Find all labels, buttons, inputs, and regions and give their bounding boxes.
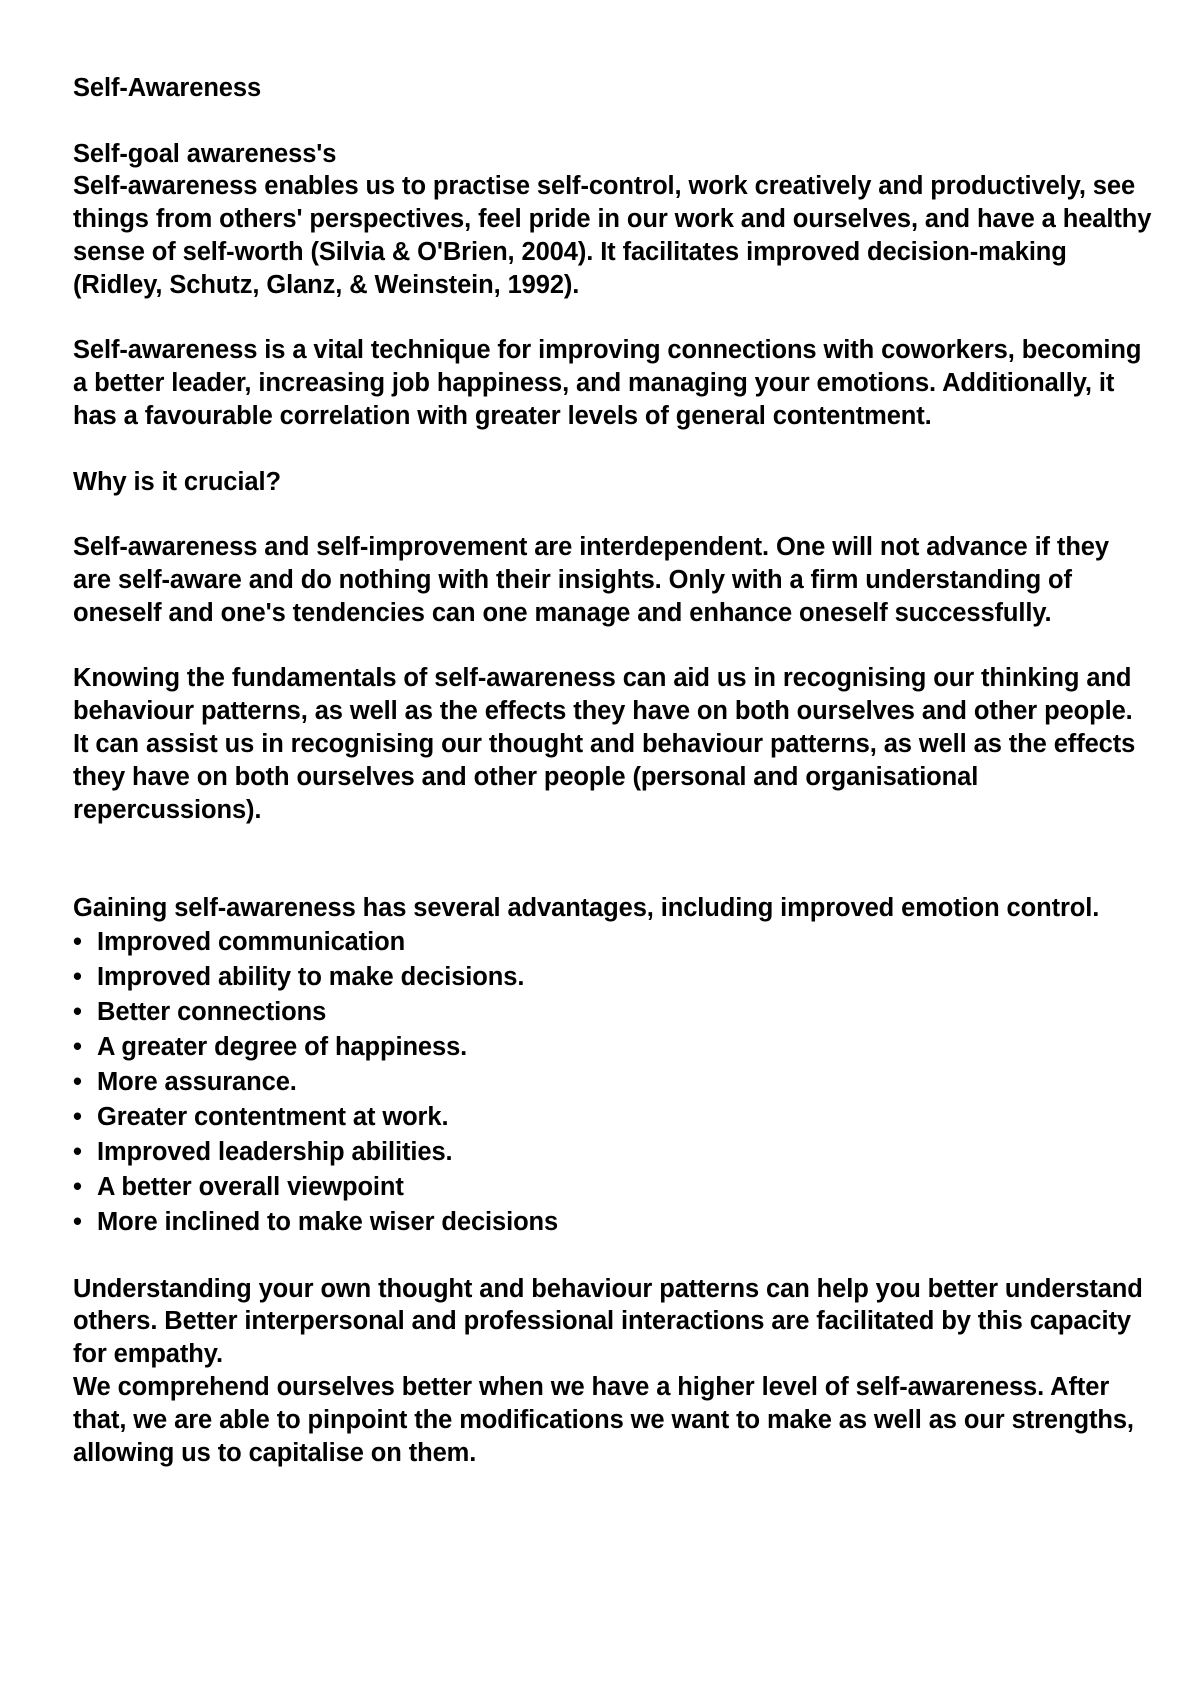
- bullet-icon: •: [73, 962, 82, 991]
- list-item: [73, 995, 1153, 1030]
- bullet-icon: •: [73, 1102, 82, 1131]
- document-page: [73, 72, 1153, 1469]
- paragraph-6: Understanding your own thought and behaviour patterns can help you better understand others. Better interpersonal and professional interactions are facilitated by this capacity for empathy.: [73, 1274, 1143, 1369]
- document-title: Self-Awareness: [73, 74, 262, 102]
- list-item: [73, 960, 1153, 995]
- paragraph-5: Gaining self-awareness has several advantages, including improved emotion control.: [73, 893, 1100, 922]
- list-item: [73, 1135, 1153, 1170]
- list-item-text: A greater degree of happiness.: [97, 1032, 468, 1061]
- list-item-text: More assurance.: [97, 1067, 297, 1096]
- bullet-icon: •: [73, 1172, 82, 1201]
- list-item-text: Better connections: [97, 997, 327, 1026]
- list-item-text: Greater contentment at work.: [97, 1102, 449, 1131]
- paragraph-2: Self-awareness is a vital technique for improving connections with coworkers, becoming a better leader, increasing job happiness, and managing your emotions. Additionally, it has a favourable correlation with greater levels of general contentment.: [73, 336, 1142, 430]
- list-item-text: Improved ability to make decisions.: [97, 962, 525, 991]
- section-heading-why-crucial: Why is it crucial?: [73, 467, 281, 496]
- bullet-icon: •: [73, 927, 82, 956]
- bullet-icon: •: [73, 997, 82, 1026]
- paragraph-7: We comprehend ourselves better when we have a higher level of self-awareness. After that, we are able to pinpoint the modifications we want to make as well as our strengths, allowing us to capitalise on them.: [73, 1372, 1134, 1467]
- list-item: [73, 925, 1153, 960]
- list-item-text: Improved communication: [97, 927, 406, 956]
- list-item: [73, 1030, 1153, 1065]
- list-item: [73, 1170, 1153, 1205]
- bullet-icon: •: [73, 1067, 82, 1096]
- bullet-icon: •: [73, 1137, 82, 1166]
- bullet-icon: •: [73, 1207, 82, 1236]
- list-item: [73, 1205, 1153, 1240]
- list-item: [73, 1065, 1153, 1100]
- bullet-icon: •: [73, 1032, 82, 1061]
- paragraph-4: Knowing the fundamentals of self-awareness can aid us in recognising our thinking and behaviour patterns, as well as the effects they have on both ourselves and other people. It can assist us in recognising our thought and behaviour patterns, as well as the effects they have on both ourselves and other people (personal and organisational repercussions).: [73, 664, 1136, 824]
- paragraph-1: Self-awareness enables us to practise self-control, work creatively and productively, see things from others' perspectives, feel pride in our work and ourselves, and have a healthy sense of self-worth (Silvia & O'Brien, 2004). It facilitates improved decision-making (Ridley, Schutz, Glanz, & Weinstein, 1992).: [73, 172, 1152, 299]
- paragraph-3: Self-awareness and self-improvement are interdependent. One will not advance if they are self-aware and do nothing with their insights. Only with a firm understanding of oneself and one's tendencies can one manage and enhance oneself successfully.: [73, 533, 1109, 627]
- list-item-text: Improved leadership abilities.: [97, 1137, 453, 1166]
- section-heading-goal-awareness: Self-goal awareness's: [73, 139, 337, 168]
- benefits-list: [73, 925, 1153, 1240]
- list-item: [73, 1100, 1153, 1135]
- list-item-text: More inclined to make wiser decisions: [97, 1207, 559, 1236]
- list-item-text: A better overall viewpoint: [97, 1172, 404, 1201]
